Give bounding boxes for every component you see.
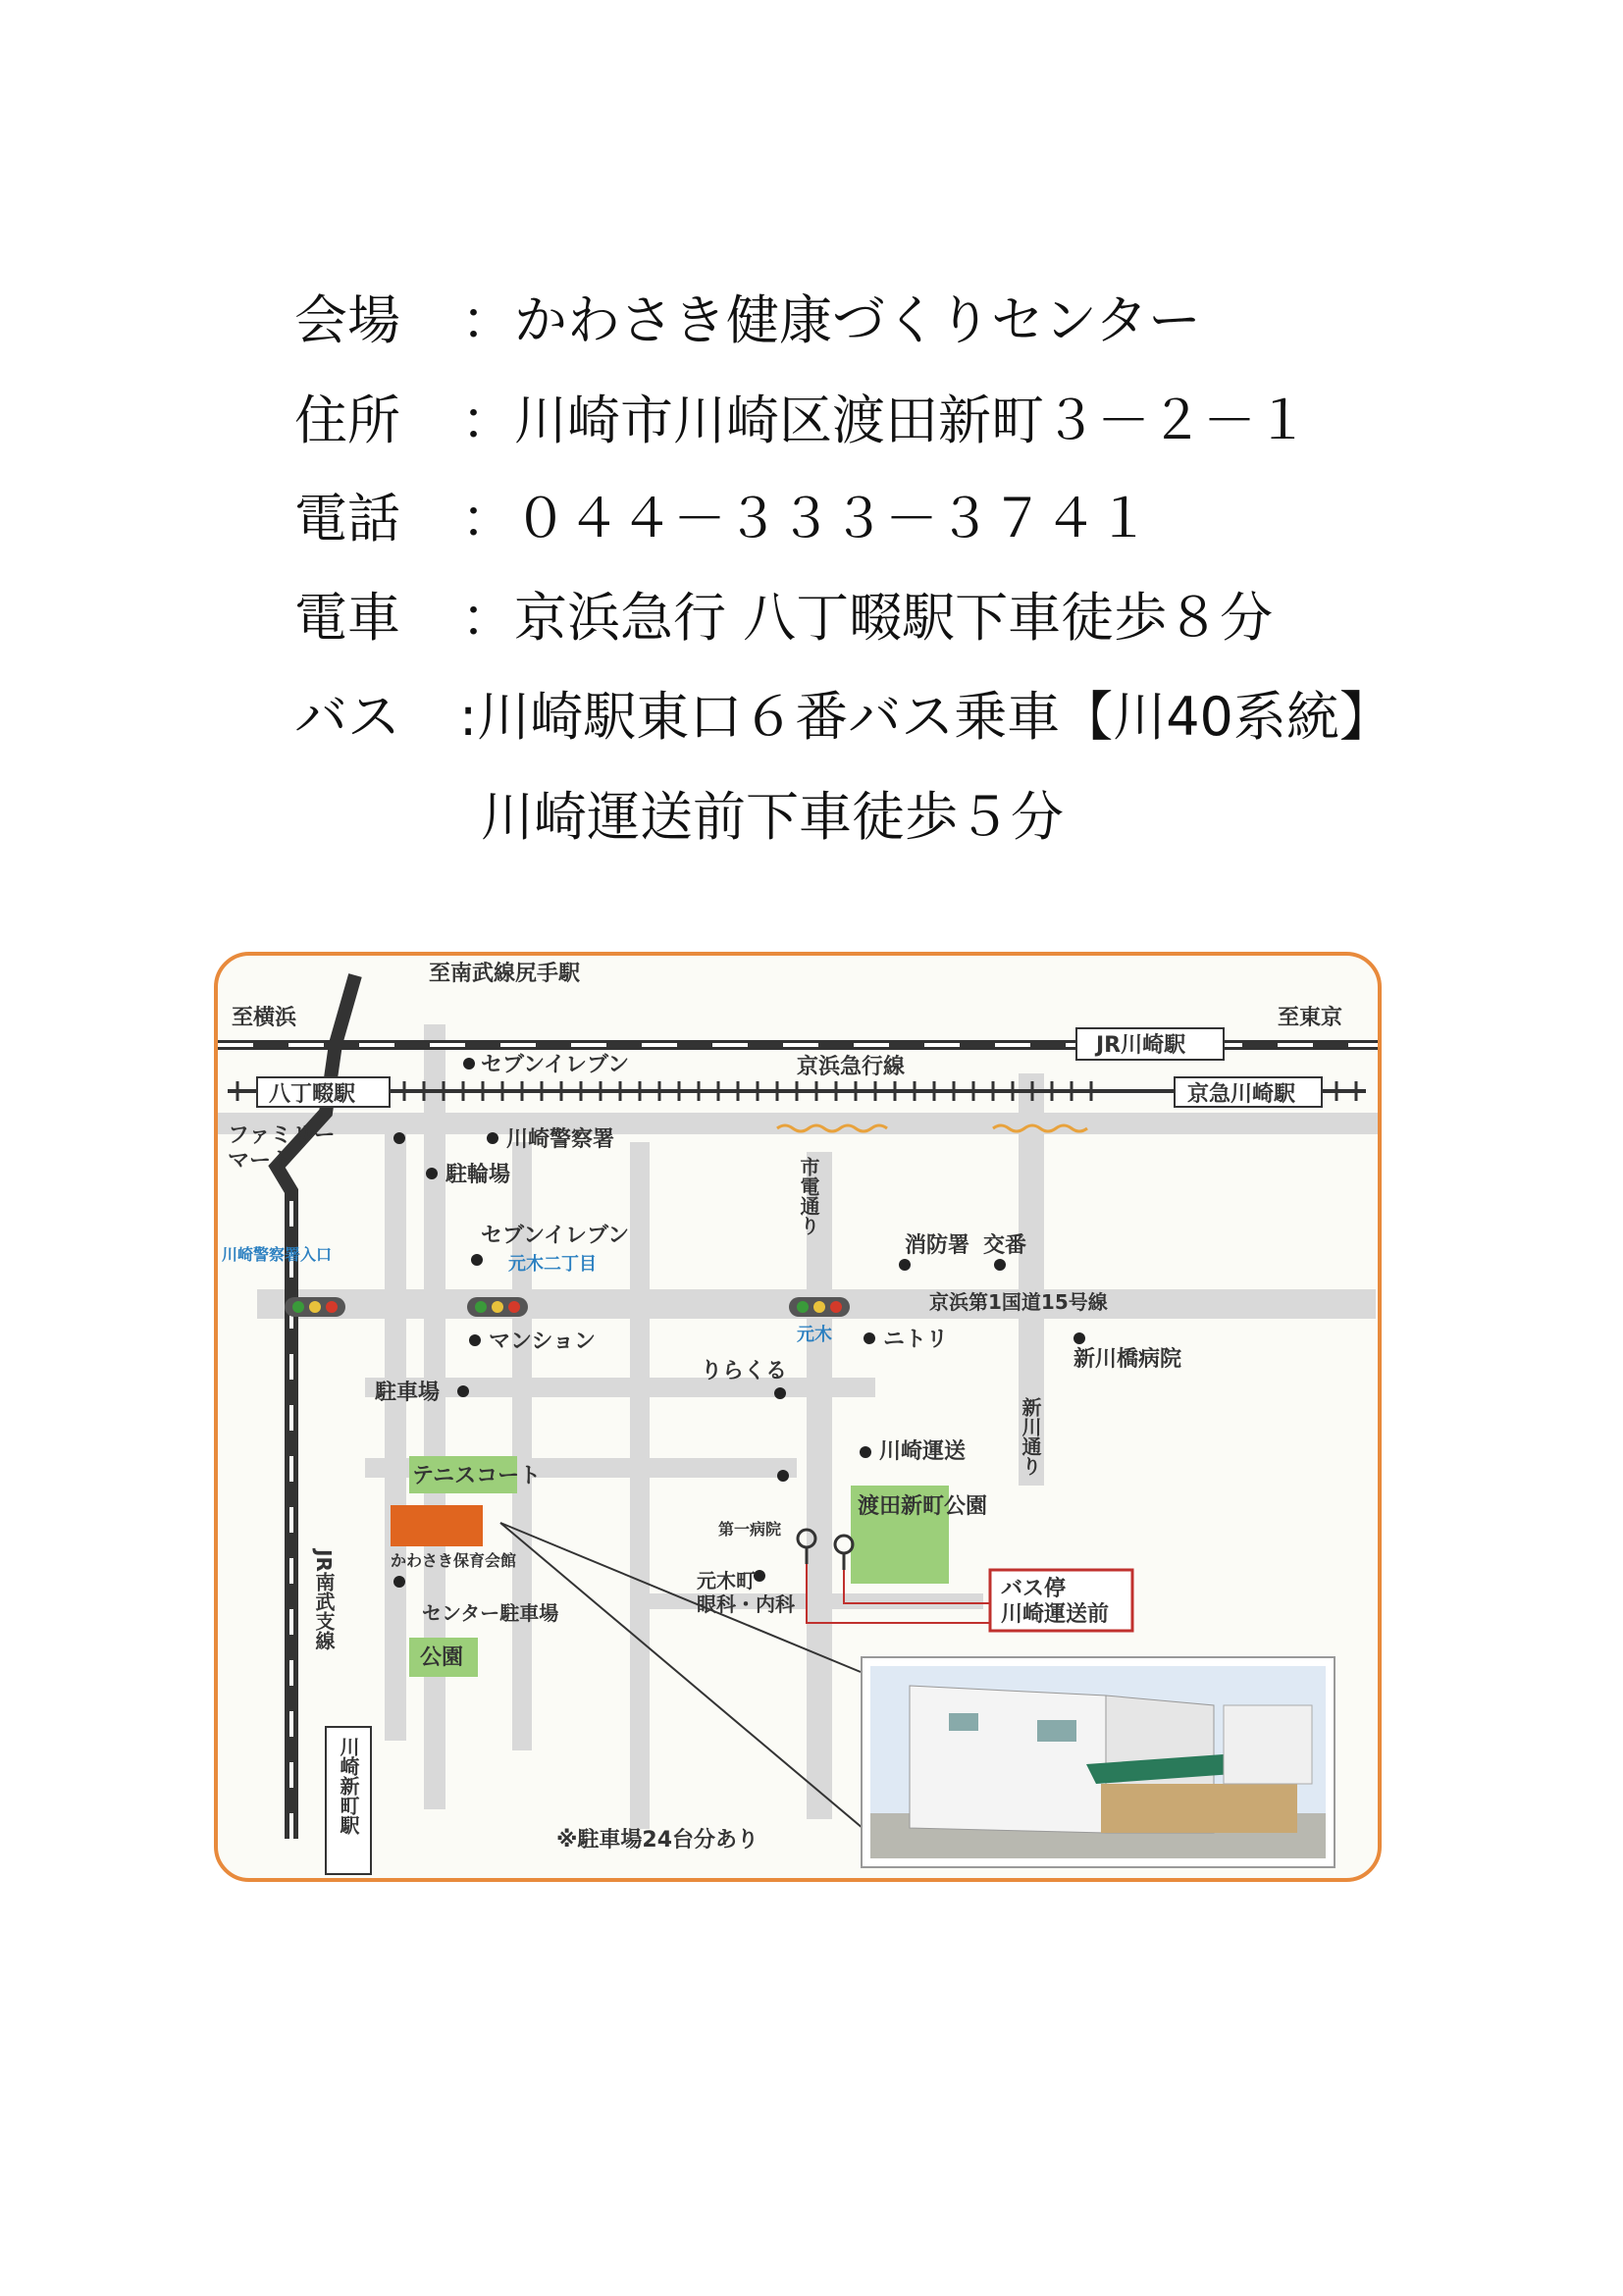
label-jr-nambu: JR南武支線 — [312, 1549, 336, 1650]
label-shiden: 市電通り — [797, 1157, 820, 1235]
label-daiichi: 第一病院 — [718, 1520, 782, 1539]
address-value: ：川崎市川崎区渡田新町３－２－１ — [461, 390, 1309, 451]
label-seven2: セブンイレブン — [481, 1224, 630, 1248]
phone-value: ：０４４－３３３－３７４１ — [461, 488, 1150, 549]
label-to-yokohama: 至横浜 — [232, 1006, 297, 1030]
road-west2 — [385, 1132, 406, 1741]
label-shinmachi: 川崎新町駅 — [337, 1737, 360, 1835]
train-label: 電車 — [294, 587, 400, 649]
label-fire: 消防署 — [905, 1233, 970, 1258]
bus-value-2: 川崎運送前下車徒歩５分 — [481, 786, 1064, 848]
label-police-entrance: 川崎警察署入口 — [222, 1245, 333, 1264]
building-photo-image — [870, 1666, 1326, 1858]
label-motoki2: 元木二丁目 — [508, 1254, 597, 1275]
label-busstop1: バス停 — [1001, 1577, 1067, 1601]
address-label: 住所 — [294, 390, 400, 451]
label-motoki: 元木 — [797, 1325, 832, 1345]
label-hoikuen: かわさき保育会館 — [391, 1551, 517, 1570]
label-to-nambu: 至南武線尻手駅 — [429, 962, 581, 986]
label-tennis: テニスコート — [412, 1464, 542, 1488]
road-west — [424, 1024, 445, 1809]
label-shinkawabashi: 新川橋病院 — [1073, 1347, 1182, 1372]
label-keikyu-kawasaki: 京急川崎駅 — [1187, 1082, 1296, 1107]
label-center-parking: センター駐車場 — [422, 1601, 559, 1625]
label-mansion: マンション — [489, 1330, 597, 1354]
bus-label: バス — [294, 686, 400, 748]
label-hatcho: 八丁畷駅 — [269, 1082, 356, 1107]
traffic-light-1 — [285, 1297, 345, 1317]
label-ganka: 眼科・内科 — [697, 1592, 795, 1616]
phone-label: 電話 — [294, 488, 400, 549]
label-kawasaki-unso: 川崎運送 — [879, 1439, 967, 1464]
venue-building-icon — [391, 1505, 483, 1546]
label-koban: 交番 — [983, 1233, 1027, 1258]
road-shiden — [807, 1152, 832, 1819]
label-seven1: セブンイレブン — [481, 1053, 630, 1077]
label-watarida-park: 渡田新町公園 — [858, 1494, 988, 1519]
label-nitori: ニトリ — [883, 1328, 949, 1352]
label-jr-kawasaki: JR川崎駅 — [1096, 1033, 1186, 1058]
label-parking: 駐車場 — [375, 1381, 441, 1405]
label-police: 川崎警察署 — [506, 1127, 615, 1152]
access-map — [214, 952, 1382, 1882]
traffic-light-3 — [789, 1297, 850, 1317]
label-to-tokyo: 至東京 — [1278, 1006, 1343, 1030]
label-parking-note: ※駐車場24台分あり — [556, 1828, 759, 1852]
train-value: ：京浜急行 八丁畷駅下車徒歩８分 — [461, 587, 1274, 649]
label-rirakuru: りらくる — [701, 1359, 788, 1383]
label-busstop2: 川崎運送前 — [1001, 1602, 1110, 1627]
road-mid2 — [630, 1142, 650, 1829]
traffic-light-2 — [467, 1297, 528, 1317]
label-family1: ファミリー — [228, 1123, 336, 1148]
label-keikyu-line: 京浜急行線 — [797, 1055, 906, 1079]
label-route15: 京浜第1国道15号線 — [929, 1290, 1108, 1314]
building-photo — [861, 1656, 1335, 1868]
bus-value: :川崎駅東口６番バス乗車【川40系統】 — [459, 686, 1392, 748]
label-shinkawa-dori: 新川通り — [1019, 1397, 1042, 1476]
label-park: 公園 — [420, 1645, 464, 1670]
venue-value: ：かわさき健康づくりセンター — [461, 289, 1201, 351]
label-family2: マート — [228, 1149, 293, 1174]
label-motokicho: 元木町 — [697, 1569, 756, 1592]
venue-label: 会場 — [294, 289, 400, 351]
label-bike-parking: 駐輪場 — [445, 1163, 511, 1187]
